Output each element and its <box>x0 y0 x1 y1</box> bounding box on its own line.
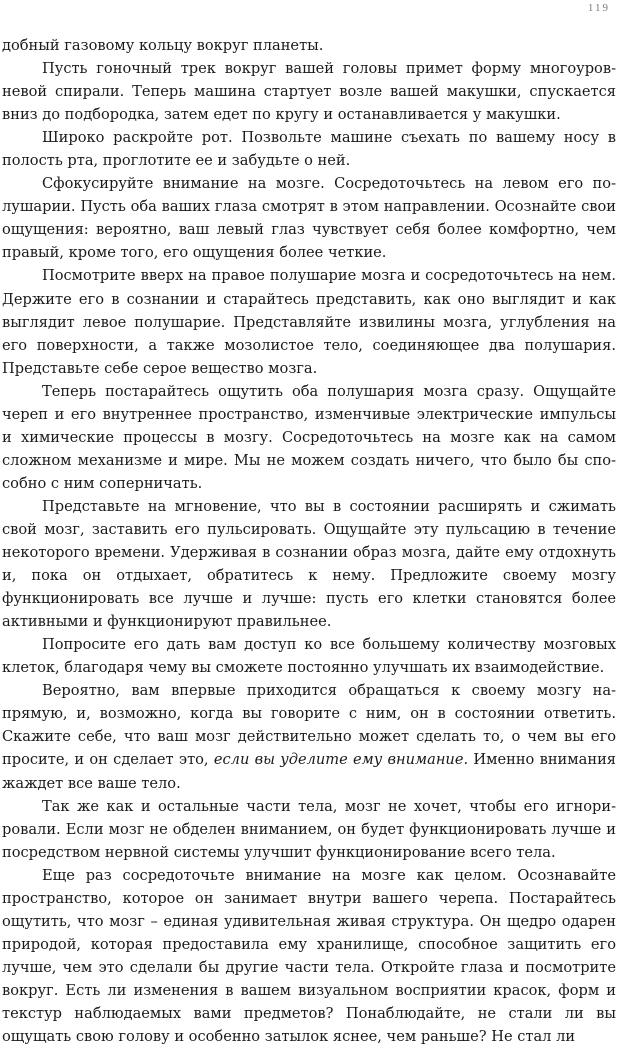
paragraph-brain-as-whole: Еще раз сосредоточьте внимание на мозге как целом. Осознавайте пространство, которое он занимает внутри вашего черепа. Постарайтесь ощутить, что мозг – единая удивительная живая структура. Он щедро одарен природой, которая предоставила ему хранилище, способное защитить его лучше, чем это сделали бы другие части тела. Откройте глаза и посмотрите вокруг. Есть ли изменения в вашем визуальном восприятии красок, форм и текстур наблюдаемых вами предметов? Понаблюдайте, не стали ли вы ощущать свою голову и особенно затылок яснее, чем раньше? Не стал ли <box>2 866 616 1046</box>
paragraph-open-mouth: Широко раскройте рот. Позвольте машине съехать по вашему носу в полость рта, проглотите ее и забудьте о ней. <box>2 129 616 170</box>
paragraph-talk-to-brain-end: Именно внимания жаждет все ваше тело. <box>2 751 616 792</box>
paragraph-racetrack-spiral: Пусть гоночный трек вокруг вашей головы примет форму многоуровневой спирали. Теперь машина стартует возле вашей макушки, спускается вниз до подбородка, затем едет по кругу и останавливается у макушки. <box>2 60 616 124</box>
paragraph-talk-to-brain <box>2 679 616 794</box>
page-text <box>2 34 616 1048</box>
paragraph-talk-to-brain-start: Вероятно, вам впервые приходится обращаться к своему мозгу напрямую, и, возможно, когда вы говорите с ним, он в состоянии ответить. Скажите себе, что ваш мозг действительно может сделать то, о чем вы его просите, и он сделает это, <box>2 682 616 769</box>
paragraph-both-hemispheres: Теперь постарайтесь ощутить оба полушария мозга сразу. Ощущайте череп и его внутреннее пространство, изменчивые электрические импульсы и химические процессы в мозгу. Сосредоточьтесь на мозге как на самом сложном механизме и мире. Мы не можем создать ничего, что было бы способно с ним соперничать. <box>2 382 616 492</box>
paragraph-not-ignored: Так же как и остальные части тела, мозг не хочет, чтобы его игнорировали. Если мозг не обделен вниманием, он будет функционировать лучше и посредством нервной системы улучшит функционирование всего тела. <box>2 797 616 861</box>
paragraph-continued: добный газовому кольцу вокруг планеты. <box>2 37 324 54</box>
paragraph-focus-left-hemisphere: Сфокусируйте внимание на мозге. Сосредоточьтесь на левом его полушарии. Пусть оба ваших глаза смотрят в этом направлении. Осознайте свои ощущения: вероятно, ваш левый глаз чувствует себя более комфортно, чем правый, кроме того, его ощущения более четкие. <box>2 175 616 262</box>
page-number: 119 <box>587 2 610 14</box>
paragraph-pulsation: Представьте на мгновение, что вы в состоянии расширять и сжимать свой мозг, заставить его пульсировать. Ощущайте эту пульсацию в течение некоторого времени. Удерживая в сознании образ мозга, дайте ему отдохнуть и, пока он отдыхает, обратитесь к нему. Предложите своему мозгу функционировать все лучше и лучше: пусть его клетки становятся более активными и функционируют правильнее. <box>2 497 616 631</box>
paragraph-right-hemisphere: Посмотрите вверх на правое полушарие мозга и сосредоточьтесь на нем. Держите его в сознании и старайтесь представить, как оно выглядит и как выглядит левое полушарие. Представляйте извилины мозга, углубления на его поверхности, а также мозолистое тело, соединяющее два полушария. Представьте себе серое вещество мозга. <box>2 267 616 377</box>
paragraph-brain-cells: Попросите его дать вам доступ ко все большему количеству мозговых клеток, благодаря чему вы сможете постоянно улучшать их взаимодействие. <box>2 636 616 677</box>
emphasis-attention: если вы уделите ему внимание. <box>213 751 469 769</box>
